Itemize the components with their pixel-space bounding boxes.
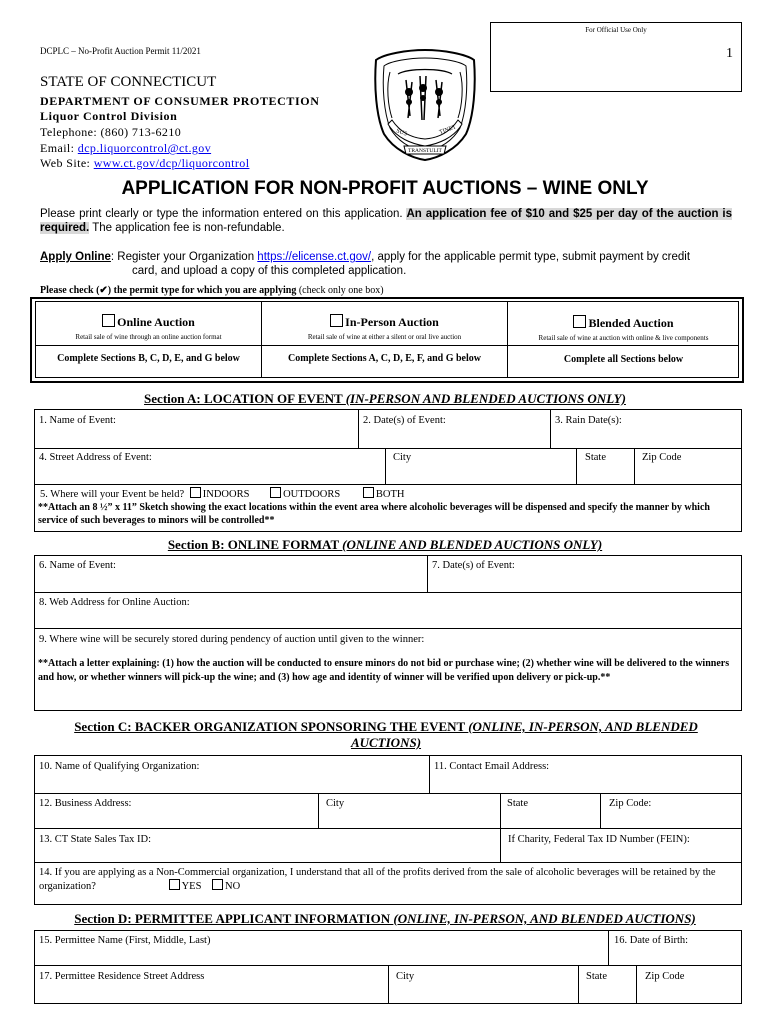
fein-field[interactable]: If Charity, Federal Tax ID Number (FEIN): — [508, 834, 690, 845]
telephone: Telephone: (860) 713-6210 — [40, 125, 182, 139]
official-use-label: For Official Use Only — [585, 26, 647, 34]
intro-paragraph — [40, 208, 732, 235]
online-auction-label: Online Auction — [117, 315, 195, 329]
seal-text-bottom: TRANSTULIT — [408, 148, 442, 154]
section-a-title — [0, 391, 770, 407]
apply-text-2: , apply for the applicable permit type, submit payment by credit — [371, 251, 691, 263]
in-person-auction-label: In-Person Auction — [345, 315, 439, 329]
business-address-field[interactable]: 12. Business Address: — [39, 798, 132, 809]
intro-text: Please print clearly or type the information entered on this application. — [40, 208, 403, 220]
state-seal-icon — [368, 46, 482, 162]
outdoors-checkbox[interactable] — [270, 487, 281, 498]
permit-option-blended[interactable] — [508, 315, 739, 342]
date-of-birth-field[interactable]: 16. Date of Birth: — [614, 935, 689, 946]
online-event-name-field[interactable]: 6. Name of Event: — [39, 560, 116, 571]
section-b-title — [0, 537, 770, 553]
in-person-auction-checkbox[interactable] — [330, 314, 343, 327]
website-link[interactable]: www.ct.gov/dcp/liquorcontrol — [93, 156, 250, 170]
intro-fee-highlight: An application fee of $10 and $25 per day of the auction is required. — [40, 208, 733, 234]
section-a-title-text: Section A: LOCATION OF EVENT — [144, 391, 346, 406]
section-a-title-italic: (IN-PERSON AND BLENDED AUCTIONS ONLY) — [345, 391, 626, 406]
section-c-title — [40, 719, 732, 751]
section-b-attach-note: **Attach a letter explaining: (1) how the auction will be conducted to ensure minors do not bid or purchase wine; (2) whether wine will be delivered to the winners and how, or whether winners will pick-up the wine; and (3) how age and identity of winner will be verified upon delivery or pick-up.** — [38, 658, 730, 683]
event-location-question — [40, 487, 404, 500]
business-state-field[interactable]: State — [507, 798, 528, 809]
permit-check-bold: Please check (✔) the permit type for which you are applying — [40, 285, 297, 296]
both-checkbox[interactable] — [363, 487, 374, 498]
business-zip-field[interactable]: Zip Code: — [609, 798, 652, 809]
non-commercial-question — [39, 866, 729, 893]
event-location-label: 5. Where will your Event be held? — [40, 489, 185, 500]
blended-auction-checkbox[interactable] — [573, 315, 586, 328]
business-city-field[interactable]: City — [326, 798, 345, 809]
section-a-attach-note: **Attach an 8 ½” x 11” Sketch showing the exact locations within the event area where alcoholic beverages will be dispensed and specify the manner by which service of such beverages to minors will be controlled** — [38, 502, 710, 526]
apply-text-1: : Register your Organization — [110, 251, 258, 263]
indoors-label: INDOORS — [202, 489, 250, 500]
apply-online-paragraph — [40, 250, 732, 278]
elicense-link[interactable]: https://elicense.ct.gov/ — [257, 251, 372, 263]
no-label: NO — [225, 881, 241, 892]
in-person-auction-sections: Complete Sections A, C, D, E, F, and G below — [288, 353, 481, 364]
seal-text-right: TINET — [438, 124, 457, 136]
residence-city-field[interactable]: City — [396, 971, 415, 982]
email-label: Email: — [40, 141, 78, 155]
in-person-auction-desc: Retail sale of wine at either a silent or oral live auction — [307, 333, 462, 341]
event-dates-field[interactable]: 2. Date(s) of Event: — [363, 415, 446, 426]
page-number: 1 — [726, 46, 733, 61]
official-use-box — [490, 22, 742, 92]
rain-dates-field[interactable]: 3. Rain Date(s): — [555, 415, 622, 426]
residence-state-field[interactable]: State — [586, 971, 607, 982]
permit-check-normal: (check only one box) — [296, 285, 384, 296]
online-event-dates-field[interactable]: 7. Date(s) of Event: — [432, 560, 515, 571]
page-title: APPLICATION FOR NON-PROFIT AUCTIONS – WINE ONLY — [121, 178, 649, 199]
sales-tax-id-field[interactable]: 13. CT State Sales Tax ID: — [39, 834, 152, 845]
online-auction-sections: Complete Sections B, C, D, E, and G below — [57, 353, 240, 364]
blended-auction-sections: Complete all Sections below — [563, 354, 684, 365]
section-d-title-italic: (ONLINE, IN-PERSON, AND BLENDED AUCTIONS) — [393, 911, 696, 926]
both-label: BOTH — [375, 489, 405, 500]
permit-option-online[interactable] — [36, 314, 261, 341]
apply-online-label: Apply Online — [40, 251, 111, 263]
section-d-title — [0, 911, 770, 927]
event-state-field[interactable]: State — [585, 452, 606, 463]
event-street-address-field[interactable]: 4. Street Address of Event: — [39, 452, 152, 463]
wine-storage-field[interactable]: 9. Where wine will be securely stored during pendency of auction until given to the winner: — [39, 634, 425, 645]
residence-street-field[interactable]: 17. Permittee Residence Street Address — [39, 971, 205, 982]
intro-non-refundable: The application fee is non-refundable. — [89, 221, 285, 234]
seal-text-left: SUS — [395, 128, 408, 138]
qualifying-organization-field[interactable]: 10. Name of Qualifying Organization: — [39, 761, 200, 772]
website-line — [40, 156, 249, 171]
email-link[interactable]: dcp.liquorcontrol@ct.gov — [77, 141, 212, 155]
event-zip-field[interactable]: Zip Code — [642, 452, 682, 463]
email-line — [40, 141, 211, 156]
permittee-name-field[interactable]: 15. Permittee Name (First, Middle, Last) — [39, 935, 211, 946]
section-b-title-text: Section B: ONLINE FORMAT — [167, 537, 343, 552]
non-commercial-no-checkbox[interactable] — [212, 879, 223, 890]
non-commercial-yes-checkbox[interactable] — [169, 879, 180, 890]
contact-email-field[interactable]: 11. Contact Email Address: — [434, 761, 550, 772]
event-name-field[interactable]: 1. Name of Event: — [39, 415, 116, 426]
event-city-field[interactable]: City — [393, 452, 412, 463]
section-b-title-italic: (ONLINE AND BLENDED AUCTIONS ONLY) — [342, 537, 603, 552]
division-name: Liquor Control Division — [40, 109, 178, 123]
online-auction-checkbox[interactable] — [102, 314, 115, 327]
website-label: Web Site: — [40, 156, 94, 170]
indoors-checkbox[interactable] — [190, 487, 201, 498]
section-d-title-text: Section D: PERMITTEE APPLICANT INFORMATION — [74, 911, 394, 926]
non-commercial-text: 14. If you are applying as a Non-Commercial organization, I understand that all of the profits derived from the sale of alcoholic beverages will be retained by the organization? — [39, 867, 716, 892]
online-auction-desc: Retail sale of wine through an online auction format — [75, 333, 222, 341]
yes-label: YES — [181, 881, 202, 892]
web-address-field[interactable]: 8. Web Address for Online Auction: — [39, 597, 190, 608]
residence-zip-field[interactable]: Zip Code — [645, 971, 685, 982]
blended-auction-label: Blended Auction — [588, 316, 674, 330]
permit-option-in-person[interactable] — [262, 314, 507, 341]
apply-text-3: card, and upload a copy of this completed application. — [132, 265, 407, 277]
section-c-title-text: Section C: BACKER ORGANIZATION SPONSORING THE EVENT — [74, 719, 469, 734]
section-c-title-italic: (ONLINE, IN-PERSON, AND BLENDED AUCTIONS) — [350, 719, 698, 750]
blended-auction-desc: Retail sale of wine at auction with online & live components — [538, 334, 709, 342]
department-name: DEPARTMENT OF CONSUMER PROTECTION — [40, 94, 320, 108]
state-name: STATE OF CONNECTICUT — [40, 74, 217, 90]
outdoors-label: OUTDOORS — [283, 489, 341, 500]
permit-check-instruction — [40, 285, 384, 296]
form-code: DCPLC – No-Profit Auction Permit 11/2021 — [40, 46, 201, 56]
